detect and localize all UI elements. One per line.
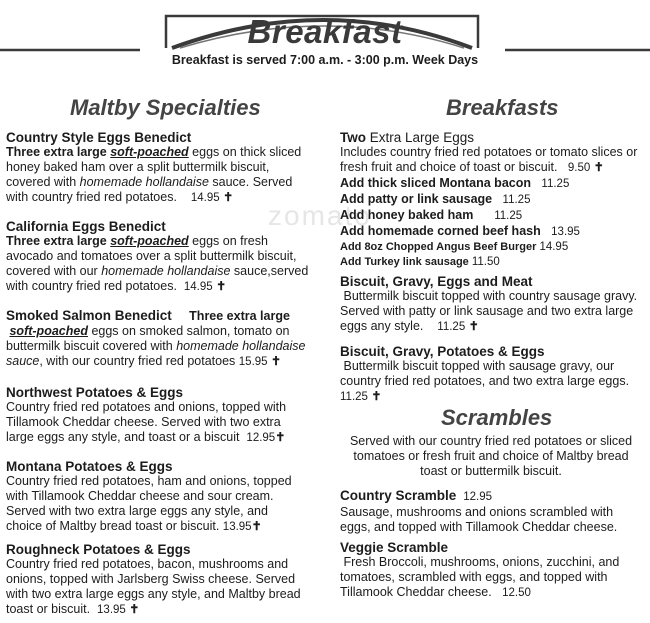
item-description: Three extra large soft-poached eggs on fresh avocado and tomatoes over a split buttermilk biscuit, covered with our homemade hollandaise sauce,served with country fried red potatoes. 14.95 ✝ [6,234,309,293]
item-price: 14.95 [183,281,213,293]
cross-icon: ✝ [129,602,140,616]
item-description: Includes country fried red potatoes or tomato slices or fresh fruit and choice of toast or biscuit. 9.50 ✝ [340,145,638,174]
menu-item [6,542,311,618]
item-title: Biscuit, Gravy, Potatoes & Eggs [340,344,545,359]
item-description: Smoked Salmon Benedict Three extra large soft-poached eggs on smoked salmon, tomato on buttermilk biscuit covered with homemade hollandaise sauce, with our country fried red potatoes 15.95 ✝ [6,308,306,368]
cross-icon: ✝ [371,389,382,403]
item-title: California Eggs Benedict [6,219,166,234]
item-title: Country Scramble [340,488,457,503]
item-price: 11.25 [340,391,368,403]
item-description: Country fried red potatoes and onions, topped with Tillamook Cheddar cheese. Served with two extra large eggs any style, and toast or a biscuit 12.95✝ [6,400,287,444]
item-price: 12.95 [463,491,493,503]
item-title: Northwest Potatoes & Eggs [6,385,184,400]
cross-icon: ✝ [593,160,604,174]
menu-item [6,385,306,446]
section-title-breakfasts: Breakfasts [446,95,559,120]
menu-item [6,308,311,370]
item-price: 15.95 [238,356,268,368]
cross-icon: ✝ [275,430,286,444]
item-description: Three extra large soft-poached eggs on thick sliced honey baked ham over a split buttermilk biscuit, covered with homemade hollandaise sauce. Served with country fried red potatoes. 14.95 ✝ [6,145,302,204]
item-title: Two Extra Large Eggs [340,130,475,145]
menu-item [6,219,311,295]
item-price: 14.95 [190,192,220,204]
menu-item [340,274,646,335]
addon-row: Add homemade corned beef hash 13.95 [340,224,580,238]
addon-row: Add patty or link sausage 11.25 [340,192,531,206]
hours-line: Breakfast is served 7:00 a.m. - 3:00 p.m. Week Days [171,53,479,67]
item-description: Country fried red potatoes, bacon, mushrooms and onions, topped with Jarlsberg Swiss cheese. Served with two extra large eggs any style, and Maltby bread toast or biscuit. 13.95 ✝ [6,557,301,616]
item-price: 12.50 [502,587,531,599]
menu-title: Breakfast [247,13,403,50]
menu-item-two-eggs [340,130,646,270]
menu-item [340,488,646,535]
item-description: Country fried red potatoes, ham and onions, topped with Tillamook Cheddar cheese and sour cream. Served with two extra large eggs any style, and choice of Maltby bread toast or biscuit. 13.95✝ [6,474,292,533]
item-title: Biscuit, Gravy, Eggs and Meat [340,274,533,289]
item-description: Sausage, mushrooms and onions scrambled with eggs, and topped with Tillamook Cheddar cheese. [340,505,618,534]
item-description: Buttermilk biscuit topped with sausage gravy, our country fried red potatoes, and two extra large eggs. 11.25 ✝ [340,359,630,403]
cross-icon: ✝ [468,319,479,333]
section-title-scrambles: Scrambles [441,405,553,430]
item-heading-row [340,488,646,505]
cross-icon: ✝ [271,354,282,368]
menu-item [340,540,646,601]
section-title-specialties: Maltby Specialties [70,95,261,120]
scrambles-intro: Served with our country fried red potatoes or sliced tomatoes or fresh fruit and choice of Maltby bread toast or buttermilk biscuit. [349,434,633,478]
item-price: 13.95 [97,604,126,616]
item-title: Veggie Scramble [340,540,449,555]
item-title: Smoked Salmon Benedict [6,308,172,323]
item-description: Buttermilk biscuit topped with country sausage gravy. Served with patty or link sausage and two extra large eggs any style. 11.25 ✝ [340,289,638,333]
item-title: Montana Potatoes & Eggs [6,459,173,474]
cross-icon: ✝ [216,279,227,293]
item-description: Fresh Broccoli, mushrooms, onions, zucchini, and tomatoes, scrambled with eggs, and topped with Tillamook Cheddar cheese. 12.50 [340,555,620,599]
item-price: 9.50 [567,162,591,174]
addon-row: Add Turkey link sausage 11.50 [340,256,500,268]
watermark: zomato [268,200,372,231]
item-title: Country Style Eggs Benedict [6,130,192,145]
cross-icon: ✝ [251,519,262,533]
item-price: 13.95 [222,521,252,533]
cross-icon: ✝ [223,190,234,204]
addon-row: Add 8oz Chopped Angus Beef Burger 14.95 [340,241,569,253]
menu-item [6,459,306,535]
item-price: 11.25 [437,321,466,333]
addon-row: Add honey baked ham 11.25 [340,208,523,222]
menu-item [340,344,646,405]
menu-item [6,130,311,206]
item-price: 12.95 [246,432,276,444]
item-title: Roughneck Potatoes & Eggs [6,542,191,557]
addon-row: Add thick sliced Montana bacon 11.25 [340,176,570,190]
